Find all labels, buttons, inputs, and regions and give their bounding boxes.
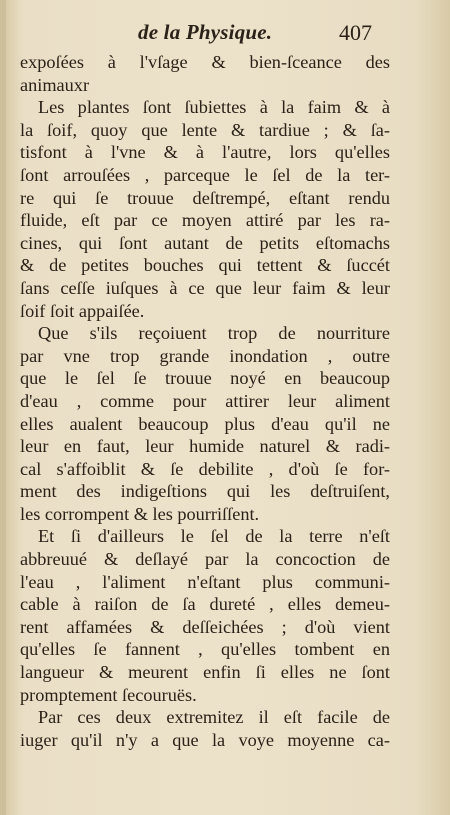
page-number: 407 [339, 20, 372, 45]
text-line: promptement ſecouruës. [20, 684, 197, 705]
text-line: Que s'ils reçoiuent trop de nourriture [38, 323, 390, 344]
running-head [6, 20, 450, 50]
text-line: ſoif ſoit appaiſée. [20, 300, 145, 321]
text-line: re qui ſe trouue deſtrempé, eſtant rendu [20, 187, 390, 208]
body-text [20, 51, 390, 751]
text-line: leur en faut, leur humide naturel & radi- [20, 436, 390, 457]
text-line: que le ſel ſe trouue noyé en beaucoup [20, 368, 390, 389]
text-line: elles aualent beaucoup plus d'eau qu'il ne [20, 413, 390, 434]
text-line: Par ces deux extremitez il eſt facile de [38, 707, 390, 728]
text-line: expoſées à l'vſage & bien-ſceance des [20, 52, 390, 72]
text-line: fluide, eſt par ce moyen attiré par les ra- [20, 210, 390, 231]
text-line: cable à raiſon de ſa dureté , elles demeu- [20, 594, 390, 615]
text-line: par vne trop grande inondation , outre [20, 345, 390, 366]
text-line: cal s'affoiblit & ſe debilite , d'où ſe for- [20, 458, 390, 479]
text-line: cines, qui ſont autant de petits eſtomachs [20, 232, 390, 253]
text-line: ment des indigeſtions qui les deſtruiſent, [20, 481, 390, 502]
text-line: langueur & meurent enfin ſi elles ne ſont [20, 662, 390, 683]
text-line: Et ſi d'ailleurs le ſel de la terre n'eſt [38, 526, 390, 547]
text-line: animauxr [20, 74, 90, 95]
text-line: iuger qu'il n'y a que la voye moyenne ca- [20, 729, 390, 750]
text-line: la ſoif, quoy que lente & tardiue ; & ſa- [20, 119, 390, 140]
text-line: les corrompent & les pourriſſent. [20, 503, 260, 524]
text-line: ſans ceſſe iuſques à ce que leur faim & leur [20, 277, 390, 298]
text-line: Les plantes ſont ſubiettes à la faim & à [38, 97, 390, 118]
text-line: l'eau , l'aliment n'eſtant plus communi- [20, 571, 390, 592]
text-line: qu'elles ſe fannent , qu'elles tombent en [20, 639, 390, 660]
text-line: ſont arrouſées , parceque le ſel de la ter- [20, 164, 390, 185]
running-title: de la Physique. [138, 20, 273, 44]
text-line: rent affamées & deſſeichées ; d'où vient [20, 616, 390, 637]
text-line: & de petites bouches qui tettent & ſuccét [20, 255, 390, 276]
text-line: tisfont à l'vne & à l'autre, lors qu'elles [20, 142, 390, 163]
text-line: d'eau , comme pour attirer leur aliment [20, 390, 390, 411]
text-line: abbreuué & deſlayé par la concoction de [20, 549, 390, 570]
